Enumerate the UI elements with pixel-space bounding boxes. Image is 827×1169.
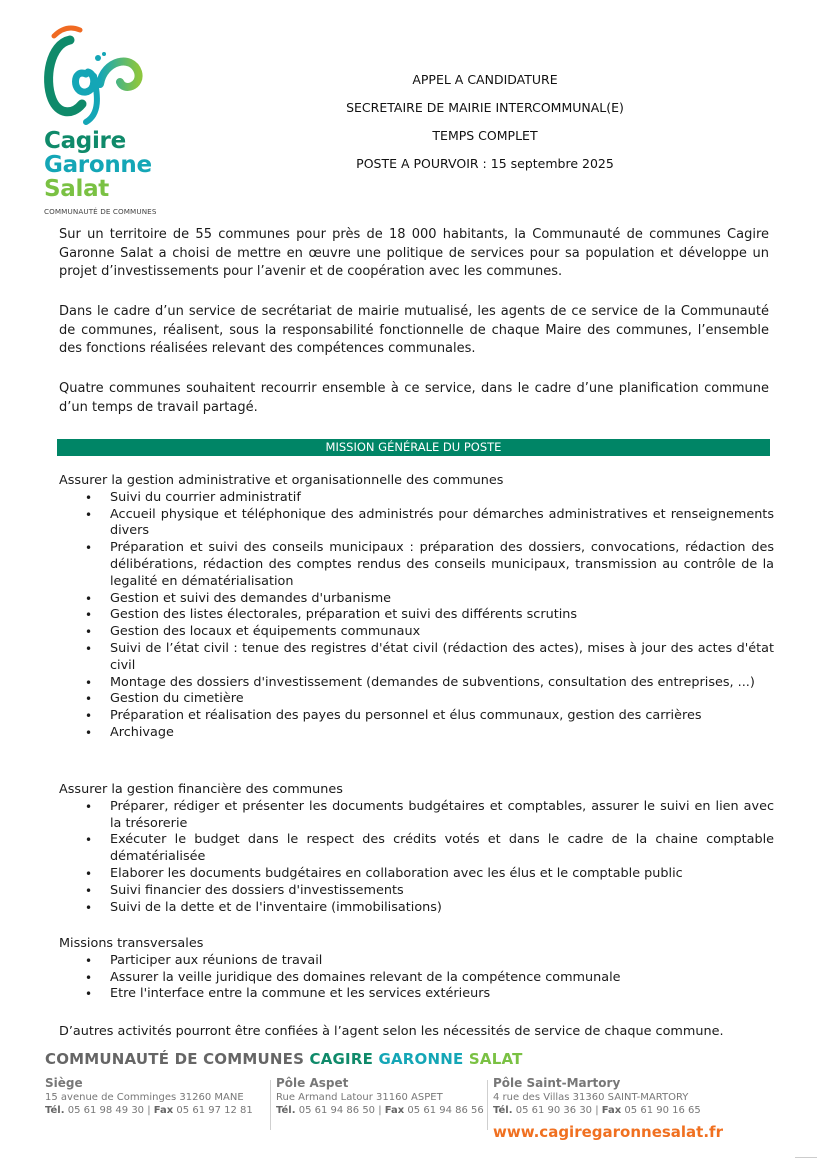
footer-divider (487, 1080, 488, 1130)
title-temps: TEMPS COMPLET (432, 128, 538, 143)
list-item: • Elaborer les documents budgétaires en collaboration avec les élus et le comptable public (85, 865, 683, 881)
bullet-icon: • (85, 987, 93, 1002)
bullet-icon: • (85, 675, 93, 690)
logo-subtitle: COMMUNAUTÉ DE COMMUNES (44, 207, 157, 216)
list-item: • Participer aux réunions de travail (85, 952, 323, 968)
list-item: • Suivi financier des dossiers d'investissements (85, 882, 404, 898)
bullet-icon: • (85, 970, 93, 985)
list-item: • Montage des dossiers d'investissement (demandes de subventions, consultation des entreprises, ...) (85, 674, 755, 690)
bullet-icon: • (85, 725, 93, 740)
bullet-icon: • (85, 866, 93, 881)
bullet-icon: • (85, 591, 93, 606)
bullet-list (59, 953, 774, 1003)
footer-heading: COMMUNAUTÉ DE COMMUNES CAGIRE GARONNE SALAT (45, 1050, 523, 1068)
organization-logo (42, 24, 162, 220)
intro-paragraph-3: Quatre communes souhaitent recourrir ensemble à ce service, dans le cadre d’une planification commune d’un temps de travail partagé. (59, 381, 769, 415)
list-item: • Accueil physique et téléphonique des administrés pour démarches administratives et renseignements divers (85, 506, 774, 539)
title-date: POSTE A POURVOIR : 15 septembre 2025 (356, 156, 614, 171)
list-item: • Assurer la veille juridique des domaines relevant de la compétence communale (85, 969, 621, 985)
bullet-icon: • (85, 833, 93, 848)
footer (45, 1050, 745, 1141)
intro-paragraph-1: Sur un territoire de 55 communes pour près de 18 000 habitants, la Communauté de communes Cagire Garonne Salat a choisi de mettre en œuvre une politique de services pour sa population et développe un projet d’investissements pour l’avenir et de coopération avec les communes. (59, 227, 769, 279)
bullet-icon: • (85, 709, 93, 724)
section-title: Assurer la gestion financière des communes (59, 782, 343, 797)
bullet-list (59, 799, 774, 917)
document-title-block (300, 66, 670, 178)
bullet-icon: • (85, 608, 93, 623)
bullet-list (59, 490, 774, 742)
logo-word-garonne: Garonne (44, 152, 152, 178)
list-item: • Préparation et réalisation des payes du personnel et élus communaux, gestion des carrières (85, 708, 702, 724)
bullet-icon: • (85, 541, 93, 556)
bullet-icon: • (85, 625, 93, 640)
footer-divider (270, 1080, 271, 1130)
bullet-icon: • (85, 507, 93, 522)
bullet-icon: • (85, 799, 93, 814)
section-band-mission: MISSION GÉNÉRALE DU POSTE (57, 439, 770, 456)
list-item: • Suivi de l’état civil : tenue des registres d'état civil (rédaction des actes), mises à jour des actes d'état civil (85, 640, 774, 673)
list-item: • Suivi du courrier administratif (85, 489, 301, 505)
office-siege: Siège 15 avenue de Comminges 31260 MANE Tél. 05 61 98 49 30 | Fax 05 61 97 12 81 (45, 1076, 253, 1116)
bullet-icon: • (85, 953, 93, 968)
intro-paragraph-2: Dans le cadre d’un service de secrétariat de mairie mutualisé, les agents de ce service de la Communauté de communes, réalisent, sous la responsabilité fonctionnelle de chaque Maire des communes, l’ensemble des fonctions réalisées relevant des compétences communales. (59, 304, 769, 356)
list-item: • Archivage (85, 724, 174, 740)
section-transversal (59, 936, 774, 1003)
section-title: Assurer la gestion administrative et organisationnelle des communes (59, 473, 504, 488)
logo-word-cagire: Cagire (44, 128, 126, 154)
list-item: • Gestion des locaux et équipements communaux (85, 624, 421, 640)
list-item: • Etre l'interface entre la commune et les services extérieurs (85, 986, 491, 1002)
website-link[interactable]: www.cagiregaronnesalat.fr (493, 1123, 723, 1141)
bullet-icon: • (85, 883, 93, 898)
list-item: • Préparer, rédiger et présenter les documents budgétaires et comptables, assurer le suivi en lien avec la trésorerie (85, 798, 774, 831)
bullet-icon: • (85, 641, 93, 656)
list-item: • Gestion des listes électorales, préparation et suivi des différents scrutins (85, 607, 578, 623)
office-saint-martory: Pôle Saint-Martory 4 rue des Villas 31360 SAINT-MARTORY Tél. 05 61 90 36 30 | Fax 05 61 90 16 65 (493, 1076, 701, 1116)
bullet-icon: • (85, 692, 93, 707)
title-appel: APPEL A CANDIDATURE (412, 72, 558, 87)
section-title: Missions transversales (59, 936, 204, 951)
section-administrative (59, 473, 774, 742)
list-item: • Exécuter le budget dans le respect des crédits votés et dans le cadre de la chaine comptable dématérialisée (85, 832, 774, 865)
office-aspet: Pôle Aspet Rue Armand Latour 31160 ASPET Tél. 05 61 94 86 50 | Fax 05 61 94 86 56 (276, 1076, 484, 1116)
bullet-icon: • (85, 490, 93, 505)
list-item: • Suivi de la dette et de l'inventaire (immobilisations) (85, 899, 442, 915)
list-item: • Gestion du cimetière (85, 691, 244, 707)
section-financial (59, 782, 774, 916)
bullet-icon: • (85, 900, 93, 915)
logo-word-salat: Salat (44, 176, 109, 202)
list-item: • Gestion et suivi des demandes d'urbanisme (85, 590, 392, 606)
title-poste: SECRETAIRE DE MAIRIE INTERCOMMUNAL(E) (346, 100, 624, 115)
closing-note: D’autres activités pourront être confiées à l’agent selon les nécessités de service de chaque commune. (59, 1024, 724, 1039)
list-item: • Préparation et suivi des conseils municipaux : préparation des dossiers, convocations, rédaction des délibérations, rédaction des comptes rendus des conseils municipaux, transmission au contrôle de la legalité en dématérialisation (85, 540, 774, 589)
page-corner-mark (795, 1157, 817, 1158)
cgs-emblem-icon (42, 24, 162, 129)
